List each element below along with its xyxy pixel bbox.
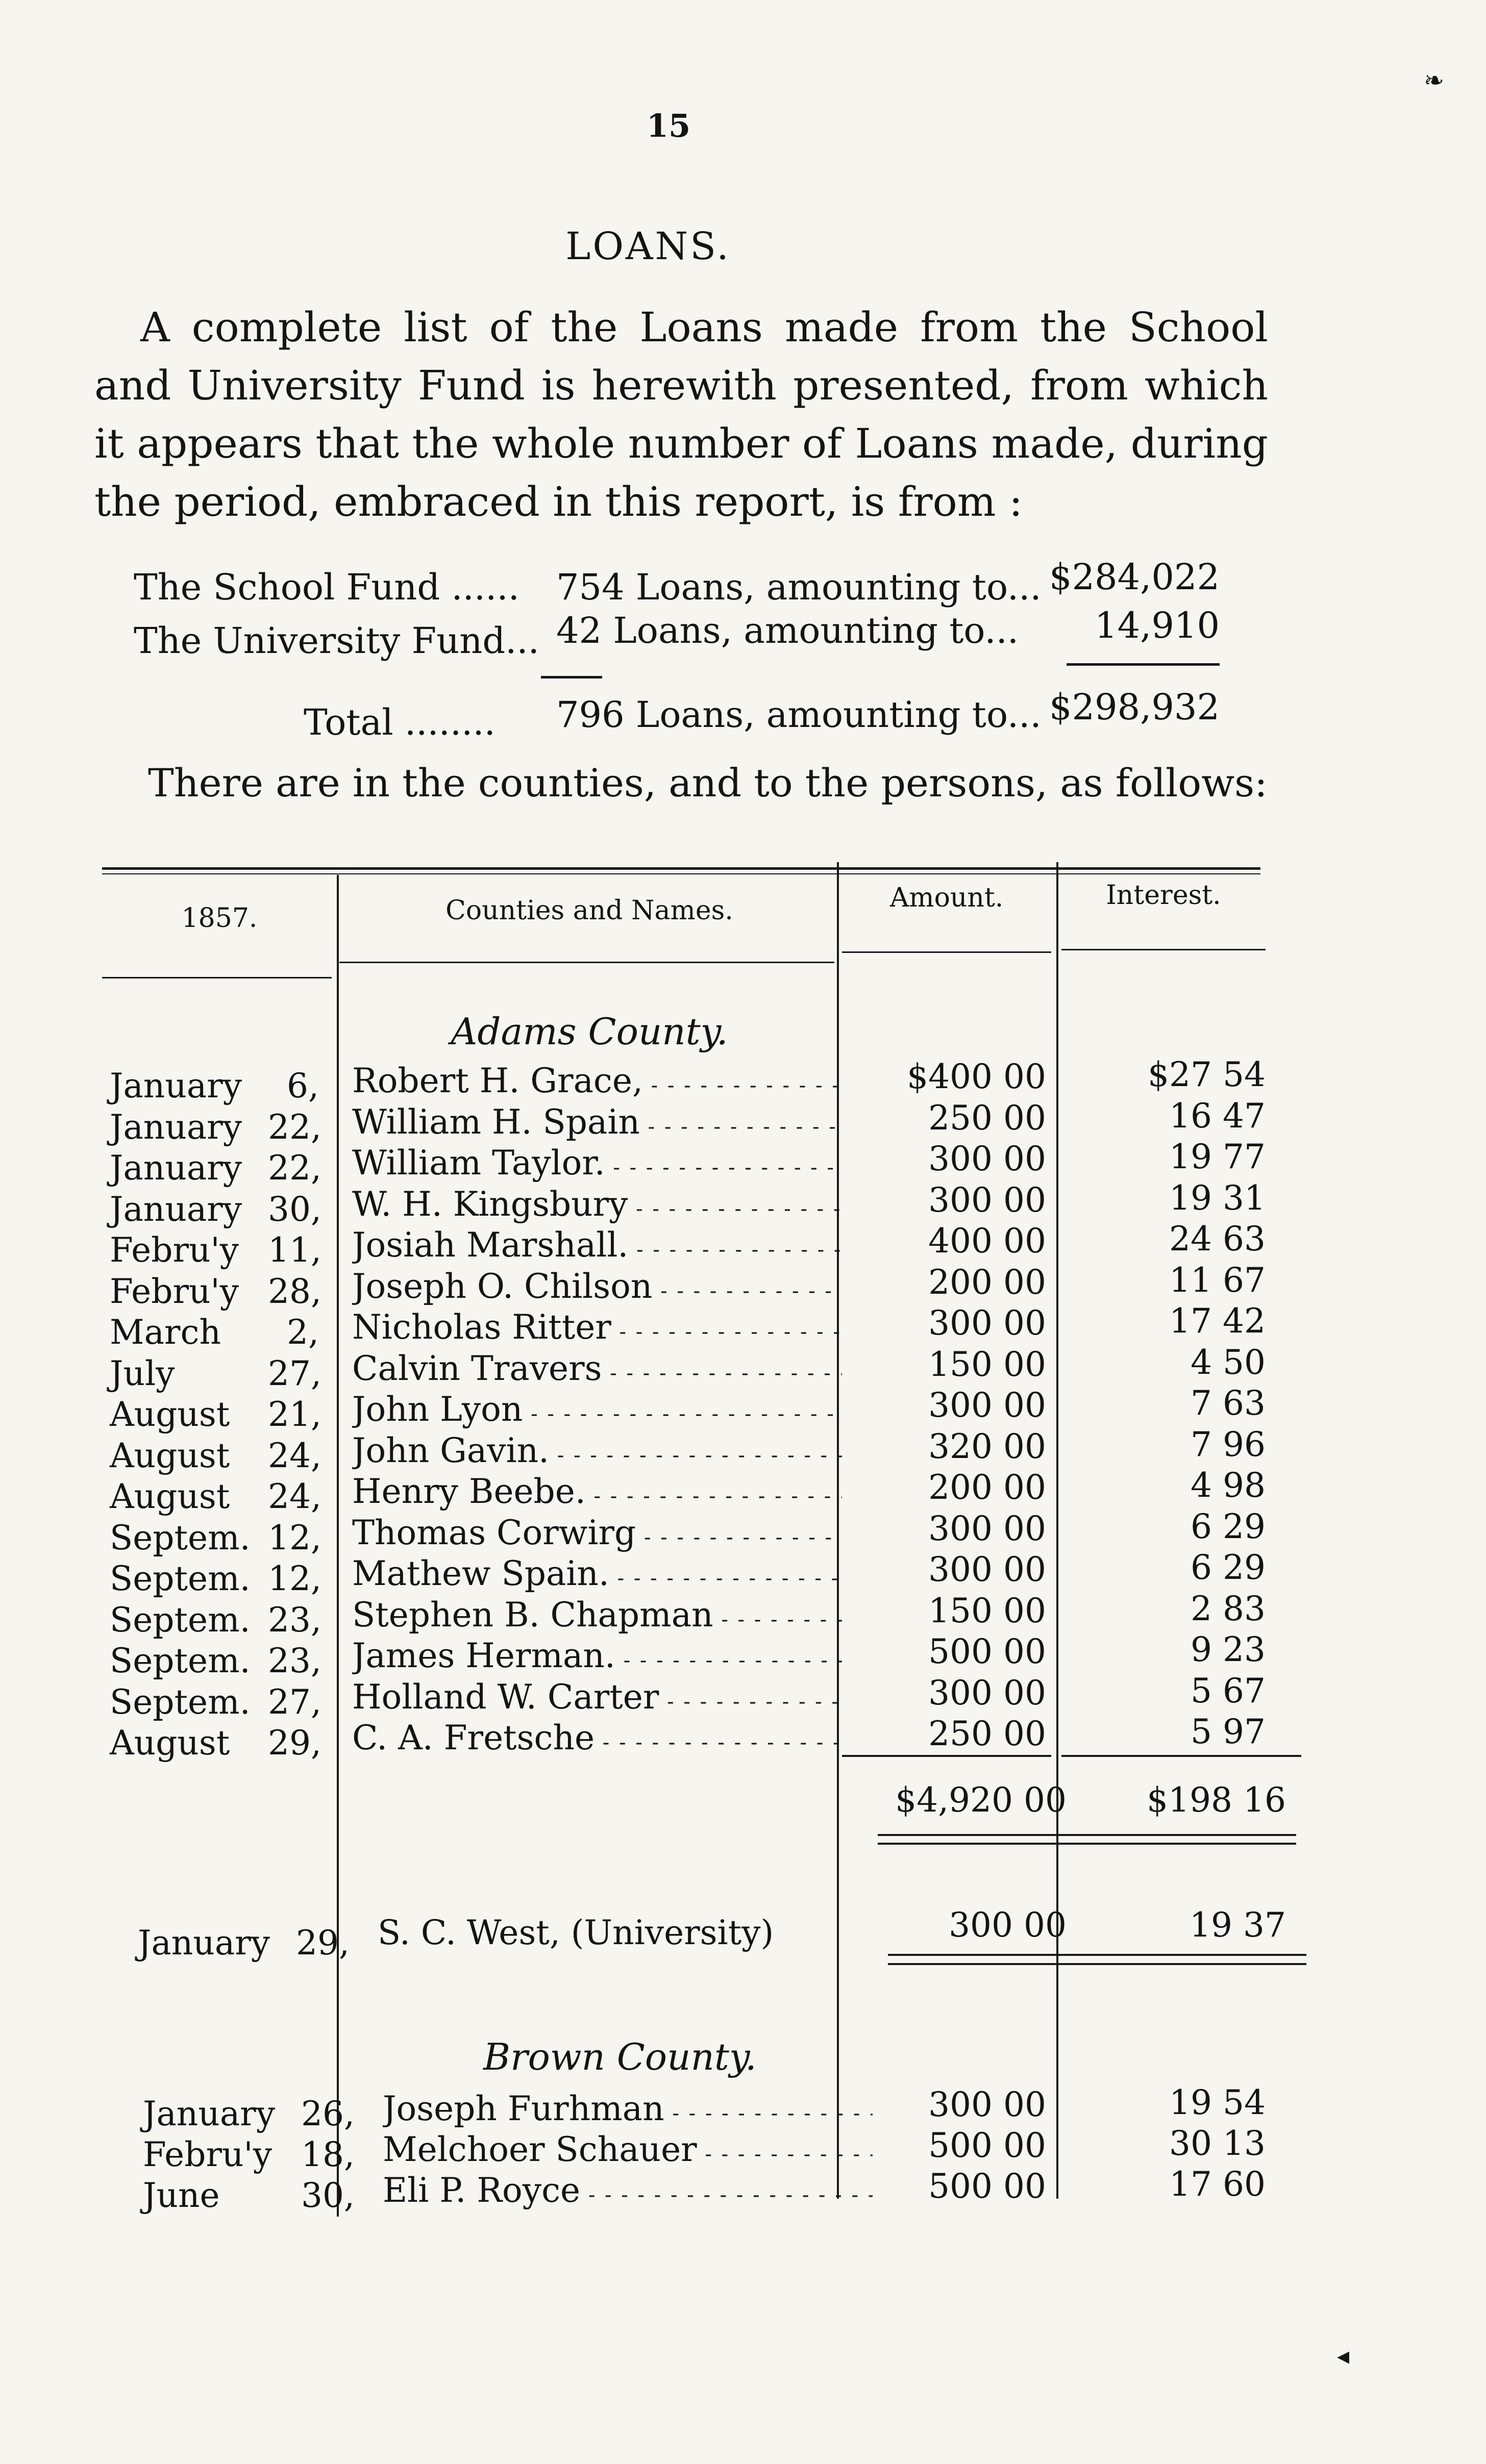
loan-date bbox=[110, 1723, 334, 1763]
loan-month: Septem. bbox=[110, 1682, 251, 1722]
loan-month: January bbox=[143, 2094, 276, 2133]
header-rule-name bbox=[339, 962, 834, 963]
loan-day: 12, bbox=[268, 1559, 321, 1598]
loan-amount: 300 00 bbox=[928, 1303, 1046, 1343]
column-rule-date bbox=[337, 875, 339, 2217]
university-name: S. C. West, (University) bbox=[378, 1913, 774, 1952]
loan-date bbox=[110, 1518, 334, 1557]
loan-interest: 4 98 bbox=[1191, 1466, 1266, 1505]
loan-interest: 5 97 bbox=[1191, 1712, 1266, 1751]
borrower-name: Calvin Travers - - - bbox=[352, 1349, 842, 1388]
university-month: January bbox=[138, 1923, 270, 1963]
loan-interest: 11 67 bbox=[1169, 1260, 1266, 1300]
loan-day: 6, bbox=[287, 1066, 319, 1105]
loan-date bbox=[110, 1230, 334, 1270]
loan-month: Febru'y bbox=[110, 1271, 239, 1311]
borrower-name: William H. Spain - - - bbox=[352, 1102, 842, 1142]
loan-month: August bbox=[110, 1395, 230, 1434]
summary-school-amount: $284,022 bbox=[1049, 556, 1220, 598]
loan-interest: 16 47 bbox=[1169, 1096, 1266, 1136]
loan-interest: 6 29 bbox=[1191, 1506, 1266, 1546]
loan-month: June bbox=[143, 2176, 220, 2215]
loan-month: January bbox=[110, 1066, 242, 1105]
borrower-name: Holland W. Carter - - - bbox=[352, 1677, 842, 1717]
loan-day: 29, bbox=[268, 1723, 321, 1763]
loan-interest: 24 63 bbox=[1169, 1219, 1266, 1259]
loan-amount: 300 00 bbox=[928, 2085, 1046, 2124]
page-number: 15 bbox=[646, 107, 691, 144]
borrower-name: John Gavin. - - - bbox=[352, 1431, 842, 1470]
borrower-name: Eli P. Royce - - - bbox=[383, 2171, 873, 2210]
loan-day: 30, bbox=[301, 2176, 355, 2215]
loan-interest: 19 31 bbox=[1169, 1178, 1266, 1218]
loan-date bbox=[110, 1682, 334, 1722]
loan-date bbox=[143, 2176, 367, 2215]
university-interest: 19 37 bbox=[1190, 1905, 1286, 1945]
borrower-name: Mathew Spain. - - - bbox=[352, 1554, 842, 1593]
loan-day: 11, bbox=[268, 1230, 321, 1270]
loan-amount: 300 00 bbox=[928, 1673, 1046, 1713]
county-heading-brown: Brown County. bbox=[483, 2035, 757, 2078]
loan-month: January bbox=[110, 1148, 242, 1188]
loan-interest: 17 60 bbox=[1169, 2165, 1266, 2204]
loan-day: 21, bbox=[268, 1395, 321, 1434]
borrower-name: Thomas Corwirg - - - bbox=[352, 1513, 842, 1552]
adams-total-amount: $4,920 00 bbox=[895, 1780, 1067, 1820]
loan-month: Septem. bbox=[110, 1641, 251, 1680]
loan-amount: 300 00 bbox=[928, 1550, 1046, 1589]
loan-date bbox=[110, 1066, 334, 1105]
loan-date bbox=[110, 1148, 334, 1188]
loan-interest: 4 50 bbox=[1191, 1342, 1266, 1382]
loan-month: Septem. bbox=[110, 1518, 251, 1557]
page-title: LOANS. bbox=[565, 224, 731, 268]
loan-amount: 300 00 bbox=[928, 1508, 1046, 1548]
loan-date bbox=[110, 1190, 334, 1229]
loan-interest: 9 23 bbox=[1191, 1630, 1266, 1669]
header-rule-date bbox=[102, 977, 332, 978]
summary-total-label: Total ........ bbox=[304, 701, 496, 743]
summary-total-loans: 796 Loans, amounting to... bbox=[556, 694, 1042, 736]
loan-day: 22, bbox=[268, 1148, 321, 1188]
loan-amount: 250 00 bbox=[928, 1098, 1046, 1138]
loan-month: January bbox=[110, 1189, 242, 1229]
follows-text: There are in the counties, and to the persons, as follows: bbox=[148, 760, 1268, 806]
loan-amount: 200 00 bbox=[928, 1262, 1046, 1302]
loan-day: 23, bbox=[268, 1600, 321, 1640]
loan-month: August bbox=[110, 1477, 230, 1516]
loan-month: Septem. bbox=[110, 1559, 251, 1598]
loan-day: 27, bbox=[268, 1353, 321, 1393]
loan-day: 12, bbox=[268, 1518, 321, 1557]
summary-total-amount: $298,932 bbox=[1049, 686, 1220, 728]
summary-amount-rule bbox=[1067, 663, 1220, 666]
loan-date bbox=[110, 1436, 334, 1475]
loan-day: 30, bbox=[268, 1189, 321, 1229]
summary-school-label: The School Fund ...... bbox=[134, 566, 519, 608]
borrower-name: Melchoer Schauer - - - bbox=[383, 2130, 873, 2169]
loan-amount: 300 00 bbox=[928, 1386, 1046, 1425]
loan-date bbox=[110, 1313, 334, 1352]
loan-interest: 6 29 bbox=[1191, 1548, 1266, 1587]
borrower-name: Robert H. Grace, - - - bbox=[352, 1061, 842, 1100]
intro-paragraph: A complete list of the Loans made from the School and University Fund is herewith presented, from which it appears that the whole number of Loans made, during the period, embraced in this report, is from : bbox=[94, 304, 1268, 525]
loan-date bbox=[110, 1559, 334, 1598]
borrower-name: Stephen B. Chapman - - - bbox=[352, 1595, 842, 1635]
loan-amount: 250 00 bbox=[928, 1714, 1046, 1753]
loan-amount: 300 00 bbox=[928, 1139, 1046, 1178]
loan-day: 28, bbox=[268, 1271, 321, 1311]
university-amount: 300 00 bbox=[949, 1905, 1067, 1945]
header-interest: Interest. bbox=[1106, 880, 1221, 911]
loan-month: March bbox=[110, 1313, 221, 1352]
loan-date bbox=[110, 1354, 334, 1393]
loan-amount: 500 00 bbox=[928, 2167, 1046, 2206]
loan-interest: $27 54 bbox=[1148, 1055, 1266, 1094]
header-rule-amount bbox=[842, 951, 1051, 953]
loan-day: 24, bbox=[268, 1436, 321, 1475]
loan-day: 24, bbox=[268, 1477, 321, 1516]
adams-total-double-rule-a bbox=[878, 1834, 1296, 1836]
loan-date bbox=[110, 1477, 334, 1516]
loan-month: August bbox=[110, 1723, 230, 1763]
loan-interest: 5 67 bbox=[1191, 1671, 1266, 1711]
loan-day: 23, bbox=[268, 1641, 321, 1680]
borrower-name: Joseph O. Chilson - - - bbox=[352, 1267, 842, 1306]
loan-interest: 19 54 bbox=[1169, 2083, 1266, 2122]
loan-month: July bbox=[110, 1353, 175, 1393]
loan-day: 26, bbox=[301, 2094, 355, 2133]
borrower-name: Josiah Marshall. - - - bbox=[352, 1225, 842, 1265]
adams-total-double-rule-b bbox=[878, 1843, 1296, 1845]
summary-university-amount: 14,910 bbox=[1095, 605, 1220, 646]
margin-mark-top: ❧ bbox=[1424, 66, 1445, 95]
university-double-rule-a bbox=[888, 1954, 1306, 1956]
loan-month: August bbox=[110, 1436, 230, 1475]
summary-university-label: The University Fund... bbox=[134, 620, 539, 662]
adams-total-interest: $198 16 bbox=[1147, 1780, 1286, 1820]
loan-amount: 200 00 bbox=[928, 1468, 1046, 1507]
loan-month: January bbox=[110, 1107, 242, 1147]
loan-interest: 19 77 bbox=[1169, 1137, 1266, 1176]
margin-mark-bottom: ◂ bbox=[1337, 2342, 1350, 2370]
loan-month: Febru'y bbox=[110, 1230, 239, 1270]
loan-day: 27, bbox=[268, 1682, 321, 1722]
header-amount: Amount. bbox=[889, 883, 1004, 913]
column-rule-amount bbox=[1056, 862, 1058, 2199]
loan-amount: 150 00 bbox=[928, 1591, 1046, 1630]
summary-count-rule bbox=[541, 676, 602, 678]
loan-date bbox=[143, 2135, 367, 2174]
loan-date bbox=[110, 1108, 334, 1147]
loan-day: 18, bbox=[301, 2135, 355, 2174]
loan-interest: 30 13 bbox=[1169, 2124, 1266, 2163]
borrower-name: James Herman. - - - bbox=[352, 1636, 842, 1675]
summary-school-loans: 754 Loans, amounting to... bbox=[556, 566, 1042, 608]
loan-amount: 300 00 bbox=[928, 1180, 1046, 1220]
loan-amount: 500 00 bbox=[928, 2126, 1046, 2165]
university-date bbox=[138, 1923, 362, 1963]
adams-subtotal-rule-amount bbox=[842, 1755, 1051, 1757]
borrower-name: William Taylor. - - - bbox=[352, 1143, 842, 1183]
adams-subtotal-rule-interest bbox=[1061, 1755, 1301, 1757]
loan-month: Septem. bbox=[110, 1600, 251, 1640]
loan-amount: 400 00 bbox=[928, 1221, 1046, 1261]
borrower-name: Henry Beebe. - - - bbox=[352, 1472, 842, 1511]
borrower-name: Joseph Furhman - - - bbox=[383, 2089, 873, 2128]
loan-date bbox=[110, 1395, 334, 1434]
university-day: 29, bbox=[296, 1923, 350, 1963]
loan-amount: 150 00 bbox=[928, 1344, 1046, 1384]
loan-date bbox=[110, 1641, 334, 1680]
loan-interest: 2 83 bbox=[1191, 1589, 1266, 1628]
loan-interest: 17 42 bbox=[1169, 1301, 1266, 1341]
header-rule-interest bbox=[1061, 949, 1266, 950]
table-top-rule-thin bbox=[102, 873, 1260, 874]
loan-interest: 7 63 bbox=[1191, 1384, 1266, 1423]
header-year: 1857. bbox=[181, 903, 258, 934]
loan-date bbox=[110, 1600, 334, 1640]
loan-amount: $400 00 bbox=[907, 1057, 1046, 1096]
loan-day: 2, bbox=[287, 1313, 319, 1352]
borrower-name: W. H. Kingsbury - - - bbox=[352, 1185, 842, 1224]
loan-date bbox=[143, 2094, 367, 2133]
county-heading-adams: Adams County. bbox=[451, 1010, 728, 1053]
loan-day: 22, bbox=[268, 1107, 321, 1147]
borrower-name: Nicholas Ritter - - - bbox=[352, 1308, 842, 1347]
loan-amount: 500 00 bbox=[928, 1632, 1046, 1671]
header-names: Counties and Names. bbox=[445, 895, 733, 926]
loan-date bbox=[110, 1272, 334, 1311]
borrower-name: John Lyon - - - bbox=[352, 1390, 842, 1429]
university-double-rule-b bbox=[888, 1963, 1306, 1965]
loan-month: Febru'y bbox=[143, 2135, 272, 2174]
summary-university-loans: 42 Loans, amounting to... bbox=[556, 610, 1019, 651]
borrower-name: C. A. Fretsche - - - bbox=[352, 1718, 842, 1757]
loan-amount: 320 00 bbox=[928, 1426, 1046, 1466]
loan-interest: 7 96 bbox=[1191, 1424, 1266, 1464]
table-top-rule bbox=[102, 867, 1260, 870]
